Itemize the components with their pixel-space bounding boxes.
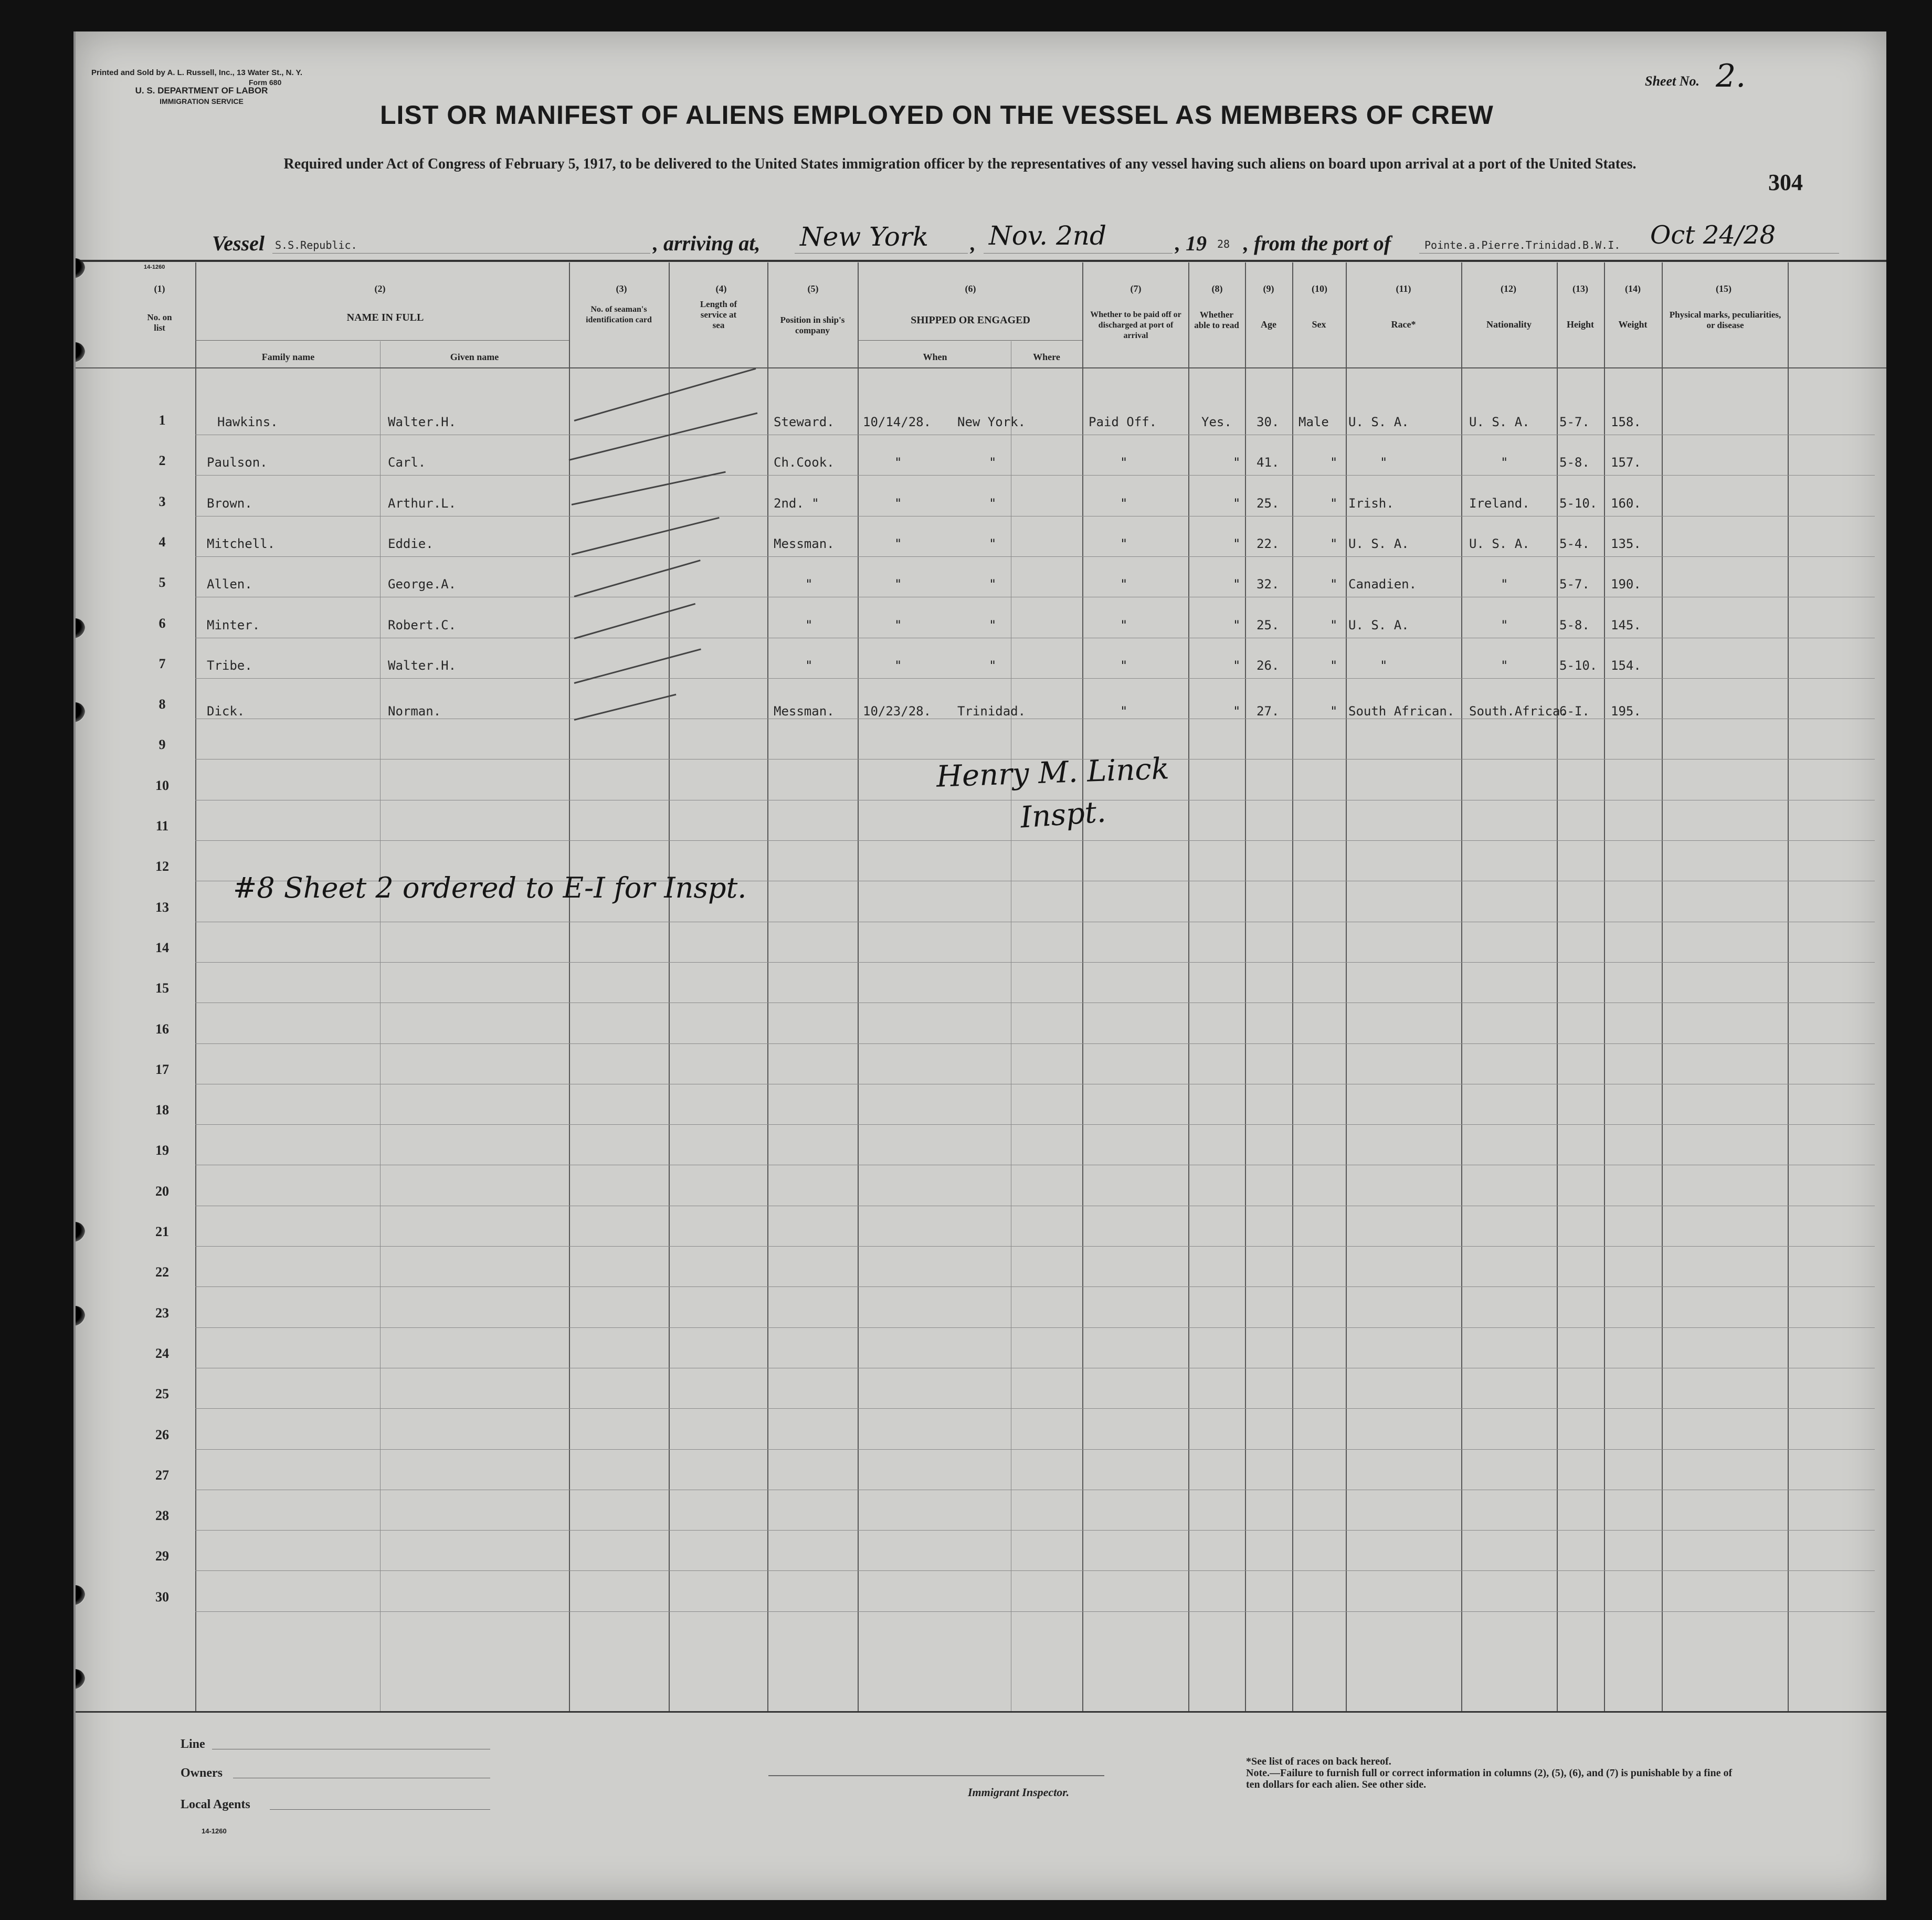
col-num-15: (15): [1716, 283, 1732, 294]
cell-height: 5-8.: [1559, 617, 1590, 632]
cell-weight: 157.: [1611, 455, 1641, 470]
cell-sex: ": [1330, 658, 1338, 673]
from-port-label: , from the port of: [1243, 231, 1391, 255]
row-rule: [195, 1570, 1875, 1571]
cell-sex: ": [1330, 577, 1338, 592]
cell-paid: ": [1120, 617, 1128, 632]
row-number: 10: [155, 777, 169, 793]
row-rule: [195, 1611, 1875, 1612]
cell-read: ": [1233, 658, 1241, 673]
cell-position: 2nd. ": [774, 495, 819, 511]
col-label-position: Position in ship's company: [780, 315, 845, 335]
col3-pen-stroke: [574, 603, 696, 639]
inspector-signature: Henry M. Linck: [936, 752, 1170, 794]
form-code-top: 14-1260: [144, 264, 165, 270]
col-line-8: [1082, 262, 1083, 1711]
cell-where: ": [989, 577, 997, 592]
row-number: 28: [155, 1508, 169, 1524]
col-num-12: (12): [1501, 283, 1516, 294]
col-label-physical-marks: Physical marks, peculiarities, or disease: [1669, 310, 1781, 330]
cell-paid: ": [1120, 658, 1128, 673]
cell-read: ": [1233, 455, 1241, 470]
arrival-comma: ,: [970, 231, 976, 255]
row-number: 8: [159, 697, 166, 712]
table-bottom-border: [76, 1711, 1886, 1713]
row-number: 5: [159, 575, 166, 590]
subheader-given-name: Given name: [450, 352, 499, 362]
cell-paid: ": [1120, 577, 1128, 592]
cell-nationality: U. S. A.: [1469, 415, 1530, 429]
col3-pen-stroke: [569, 413, 758, 461]
cell-weight: 160.: [1611, 495, 1641, 511]
cell-race: ": [1380, 658, 1388, 673]
cell-race: U. S. A.: [1348, 415, 1409, 429]
cell-where: ": [989, 658, 997, 673]
cell-family: Dick.: [207, 704, 245, 719]
cell-position: ": [805, 617, 813, 632]
binder-hole: [73, 1222, 85, 1242]
binder-hole: [73, 342, 85, 362]
row-rule: [195, 1530, 1875, 1531]
row-number: 16: [155, 1021, 169, 1037]
date-underline: [984, 253, 1173, 254]
row-rule: [195, 1043, 1875, 1044]
cell-nationality: U. S. A.: [1469, 536, 1530, 551]
col3-pen-stroke: [574, 560, 701, 597]
service: IMMIGRATION SERVICE: [160, 97, 244, 106]
cell-when: ": [894, 495, 902, 511]
cell-age: 32.: [1257, 577, 1280, 592]
row-number: 15: [155, 980, 169, 996]
col-num-2: (2): [374, 283, 386, 294]
arrival-port: New York: [800, 221, 928, 252]
cell-age: 27.: [1257, 704, 1280, 719]
subheader-when: When: [923, 352, 947, 362]
row-number: 9: [159, 737, 166, 753]
cell-nationality: ": [1501, 617, 1508, 632]
cell-given: George.A.: [388, 577, 457, 592]
cell-paid: ": [1120, 455, 1128, 470]
cell-weight: 145.: [1611, 617, 1641, 632]
footer-form-code: 14-1260: [202, 1827, 227, 1835]
binder-hole: [73, 702, 85, 722]
col-num-14: (14): [1625, 283, 1641, 294]
form-number: Form 680: [249, 78, 282, 87]
row-rule: [195, 1246, 1875, 1247]
col-num-3: (3): [616, 283, 627, 294]
binder-hole: [73, 1306, 85, 1326]
col-label-no-on-list: No. on list: [147, 312, 172, 333]
cell-race: Canadien.: [1348, 577, 1417, 592]
row-rule: [195, 1327, 1875, 1328]
col-line-2: [380, 341, 381, 1711]
cell-family: Allen.: [207, 577, 252, 592]
col-line-11: [1292, 262, 1293, 1711]
cell-given: Walter.H.: [388, 415, 457, 429]
col-num-13: (13): [1572, 283, 1588, 294]
col3-pen-stroke: [572, 471, 726, 505]
col-label-name-in-full: NAME IN FULL: [346, 312, 424, 323]
row-rule: [195, 1286, 1875, 1287]
col-line-17: [1788, 262, 1789, 1711]
inspector-title: Inspt.: [1019, 795, 1107, 835]
name-subheader-line: [195, 340, 569, 341]
arrival-underline: [795, 253, 968, 254]
cell-position: Messman.: [774, 704, 835, 719]
cell-age: 25.: [1257, 617, 1280, 632]
row-number: 19: [155, 1143, 169, 1158]
cell-sex: Male: [1298, 415, 1329, 429]
col-label-seaman-card: No. of seaman's identification card: [586, 305, 652, 324]
cell-sex: ": [1330, 536, 1338, 551]
col-label-able-to-read: Whether able to read: [1194, 310, 1239, 330]
department: U. S. DEPARTMENT OF LABOR: [135, 86, 268, 96]
shipped-subheader-line: [858, 340, 1082, 341]
header-bottom-line: [76, 367, 1886, 368]
arrival-date: Nov. 2nd: [989, 220, 1106, 251]
col-label-weight: Weight: [1618, 319, 1648, 330]
row-number: 29: [155, 1548, 169, 1564]
binder-hole: [73, 1585, 85, 1605]
row-rule: [195, 475, 1875, 476]
cell-when: ": [894, 455, 902, 470]
col3-pen-stroke: [572, 517, 720, 555]
row-number: 6: [159, 615, 166, 631]
cell-when: ": [894, 617, 902, 632]
cell-given: Carl.: [388, 455, 426, 470]
cell-race: U. S. A.: [1348, 617, 1409, 632]
table-top-border: [76, 260, 1886, 262]
col-line-9: [1188, 262, 1189, 1711]
cell-age: 25.: [1257, 495, 1280, 511]
row-number: 11: [155, 818, 169, 834]
col-label-paid-off: Whether to be paid off or discharged at port of arrival: [1090, 310, 1181, 340]
cell-weight: 195.: [1611, 704, 1641, 719]
col-num-4: (4): [715, 283, 727, 294]
sheet-label: Sheet No.: [1645, 73, 1699, 89]
col-num-7: (7): [1130, 283, 1142, 294]
vessel-underline: [272, 253, 650, 254]
cell-where: ": [989, 536, 997, 551]
cell-height: 6-I.: [1559, 704, 1590, 719]
col-num-6: (6): [965, 283, 976, 294]
year-value: 28: [1217, 238, 1230, 250]
cell-position: ": [805, 658, 813, 673]
cell-when: ": [894, 536, 902, 551]
cell-when: ": [894, 577, 902, 592]
col-label-length-service: Length of service at sea: [700, 299, 737, 330]
port-underline: [1419, 253, 1839, 254]
cell-nationality: ": [1501, 577, 1508, 592]
footer-agents-label: Local Agents: [181, 1798, 250, 1811]
col-label-age: Age: [1261, 319, 1276, 330]
cell-given: Eddie.: [388, 536, 434, 551]
cell-position: Ch.Cook.: [774, 455, 835, 470]
cell-weight: 135.: [1611, 536, 1641, 551]
cell-position: ": [805, 577, 813, 592]
cell-nationality: ": [1501, 455, 1508, 470]
cell-family: Paulson.: [207, 455, 268, 470]
cell-nationality: Ireland.: [1469, 495, 1530, 511]
cell-height: 5-7.: [1559, 577, 1590, 592]
row-rule: [195, 678, 1875, 679]
col-line-5: [767, 262, 768, 1711]
subheader-where: Where: [1033, 352, 1060, 362]
handwritten-annotation: #8 Sheet 2 ordered to E-I for Inspt.: [233, 871, 747, 904]
cell-height: 5-4.: [1559, 536, 1590, 551]
sheet-number: 2.: [1716, 58, 1746, 94]
cell-when: ": [894, 658, 902, 673]
cell-paid: ": [1120, 536, 1128, 551]
cell-read: Yes.: [1201, 415, 1232, 429]
subheader-family-name: Family name: [261, 352, 315, 362]
row-number: 30: [155, 1589, 169, 1605]
cell-nationality: South.Africa.: [1469, 704, 1568, 719]
row-number: 25: [155, 1386, 169, 1402]
row-number: 14: [155, 940, 169, 955]
col3-pen-stroke: [574, 694, 677, 721]
col-line-15: [1604, 262, 1605, 1711]
footer-line-label: Line: [181, 1737, 205, 1751]
manifest-sheet: [73, 31, 1886, 1900]
cell-race: U. S. A.: [1348, 536, 1409, 551]
cell-position: Messman.: [774, 536, 835, 551]
col-num-11: (11): [1396, 283, 1411, 294]
cell-height: 5-10.: [1559, 495, 1598, 511]
row-rule: [195, 840, 1875, 841]
footer-owners-label: Owners: [181, 1766, 223, 1780]
col-num-8: (8): [1211, 283, 1223, 294]
row-number: 22: [155, 1264, 169, 1280]
cell-where: New York.: [957, 415, 1026, 429]
cell-family: Brown.: [207, 495, 252, 511]
cell-weight: 190.: [1611, 577, 1641, 592]
printer-line: Printed and Sold by A. L. Russell, Inc., 13 Water St., N. Y.: [91, 68, 303, 77]
cell-position: Steward.: [774, 415, 835, 429]
cell-given: Robert.C.: [388, 617, 457, 632]
cell-read: ": [1233, 704, 1241, 719]
row-rule: [195, 1124, 1875, 1125]
cell-when: 10/23/28.: [863, 704, 932, 719]
row-number: 21: [155, 1224, 169, 1239]
binder-hole: [73, 1669, 85, 1689]
col3-pen-stroke: [574, 648, 701, 684]
binder-hole: [73, 618, 85, 638]
cell-age: 26.: [1257, 658, 1280, 673]
cell-height: 5-7.: [1559, 415, 1590, 429]
col-label-sex: Sex: [1312, 319, 1326, 330]
footer-agents-underline: [270, 1809, 490, 1810]
col-num-9: (9): [1263, 283, 1274, 294]
row-number: 18: [155, 1102, 169, 1118]
cell-read: ": [1233, 617, 1241, 632]
row-number: 17: [155, 1061, 169, 1077]
cell-paid: ": [1120, 495, 1128, 511]
cell-read: ": [1233, 495, 1241, 511]
col-num-1: (1): [154, 283, 165, 294]
row-number: 23: [155, 1305, 169, 1321]
cell-sex: ": [1330, 455, 1338, 470]
cell-sex: ": [1330, 704, 1338, 719]
cell-age: 30.: [1257, 415, 1280, 429]
col-line-10: [1245, 262, 1246, 1711]
cell-given: Norman.: [388, 704, 441, 719]
col-label-shipped: SHIPPED OR ENGAGED: [911, 314, 1030, 326]
cell-family: Minter.: [207, 617, 260, 632]
row-number: 27: [155, 1467, 169, 1483]
cell-where: ": [989, 495, 997, 511]
col-num-10: (10): [1312, 283, 1327, 294]
cell-height: 5-8.: [1559, 455, 1590, 470]
col3-pen-stroke: [574, 368, 756, 421]
row-number: 1: [159, 413, 166, 428]
col-line-14: [1557, 262, 1558, 1711]
cell-where: ": [989, 455, 997, 470]
cell-family: Mitchell.: [207, 536, 276, 551]
col-label-race: Race*: [1391, 319, 1416, 330]
cell-weight: 158.: [1611, 415, 1641, 429]
row-rule: [195, 556, 1875, 557]
col-line-3: [569, 262, 570, 1711]
cell-sex: ": [1330, 495, 1338, 511]
cell-race: South African.: [1348, 704, 1455, 719]
col-line-6: [858, 262, 859, 1711]
year-prefix: , 19: [1175, 231, 1207, 255]
cell-given: Walter.H.: [388, 658, 457, 673]
col-label-nationality: Nationality: [1486, 319, 1532, 330]
col-line-13: [1461, 262, 1462, 1711]
col-label-height: Height: [1567, 319, 1594, 330]
col-line-12: [1346, 262, 1347, 1711]
row-number: 12: [155, 859, 169, 874]
col-line-4: [669, 262, 670, 1711]
cell-paid: Paid Off.: [1089, 415, 1157, 429]
col-line-16: [1662, 262, 1663, 1711]
row-number: 20: [155, 1183, 169, 1199]
row-number: 4: [159, 534, 166, 550]
page-subtitle: Required under Act of Congress of February 5, 1917, to be delivered to the United States immigration officer by the representatives of any vessel having such aliens on board upon arrival at a port of the United States.: [283, 156, 1637, 172]
cell-when: 10/14/28.: [863, 415, 932, 429]
row-number: 13: [155, 899, 169, 915]
cell-race: ": [1380, 455, 1388, 470]
cell-family: Hawkins.: [217, 415, 278, 429]
vessel-label: Vessel: [212, 231, 265, 255]
row-rule: [195, 1408, 1875, 1409]
cell-paid: ": [1120, 704, 1128, 719]
col-num-5: (5): [807, 283, 819, 294]
page-title: LIST OR MANIFEST OF ALIENS EMPLOYED ON THE VESSEL AS MEMBERS OF CREW: [380, 100, 1494, 130]
vessel-name: S.S.Republic.: [275, 239, 357, 251]
departure-date: Oct 24/28: [1650, 220, 1776, 250]
cell-family: Tribe.: [207, 658, 252, 673]
row-number: 26: [155, 1427, 169, 1442]
cell-race: Irish.: [1348, 495, 1394, 511]
arriving-label: , arriving at,: [653, 231, 761, 255]
cell-where: Trinidad.: [957, 704, 1026, 719]
footer-penalty-note: Note.—Failure to furnish full or correct information in columns (2), (5), (6), and (7) is punishable by a fine of ten dollars for each alien. See other side.: [1246, 1767, 1733, 1790]
cell-given: Arthur.L.: [388, 495, 457, 511]
cell-weight: 154.: [1611, 658, 1641, 673]
departure-port: Pointe.a.Pierre.Trinidad.B.W.I.: [1424, 239, 1621, 251]
row-rule: [195, 962, 1875, 963]
cell-read: ": [1233, 536, 1241, 551]
cell-where: ": [989, 617, 997, 632]
cell-nationality: ": [1501, 658, 1508, 673]
row-rule: [195, 1449, 1875, 1450]
cell-read: ": [1233, 577, 1241, 592]
footer-inspector-label: Immigrant Inspector.: [968, 1786, 1070, 1799]
inspector-sign-line: [768, 1775, 1104, 1776]
cell-age: 41.: [1257, 455, 1280, 470]
row-number: 2: [159, 453, 166, 469]
cell-sex: ": [1330, 617, 1338, 632]
row-number: 3: [159, 493, 166, 509]
cell-age: 22.: [1257, 536, 1280, 551]
footer-race-note: *See list of races on back hereof.: [1246, 1756, 1391, 1767]
cell-height: 5-10.: [1559, 658, 1598, 673]
col-line-1: [195, 262, 196, 1711]
row-number: 24: [155, 1345, 169, 1361]
row-number: 7: [159, 656, 166, 671]
stamp-number: 304: [1768, 170, 1803, 195]
